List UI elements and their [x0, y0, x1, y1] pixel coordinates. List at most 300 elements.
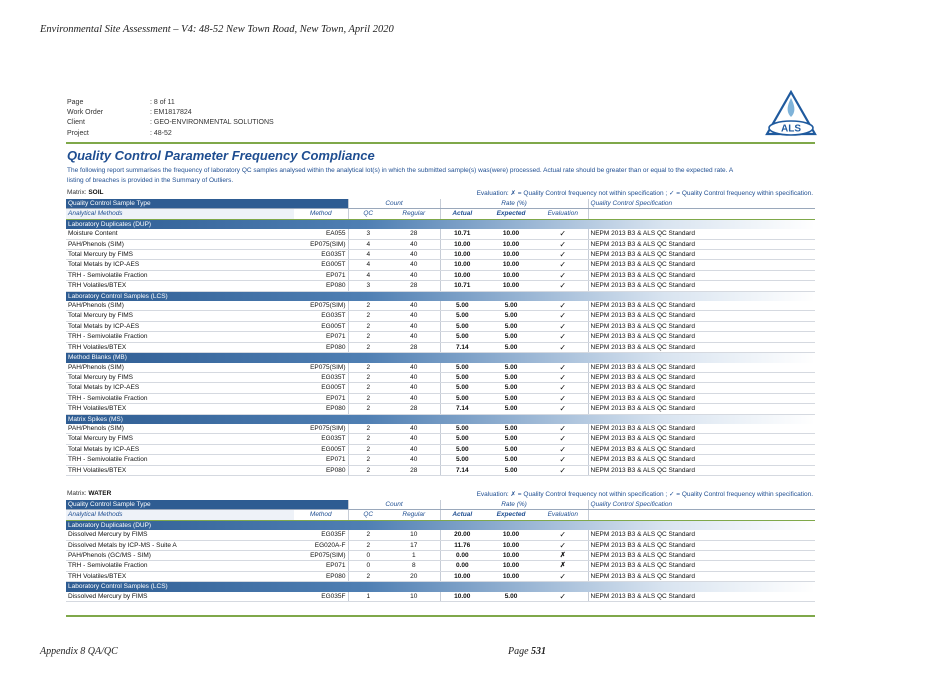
cell-method: EP075(SIM) [294, 551, 348, 561]
section-header-row [66, 353, 815, 363]
cell-spec: NEPM 2013 B3 & ALS QC Standard [588, 561, 815, 571]
report-intro: The following report summarises the frequency of laboratory QC samples analysed within the analytical lot(s) in which the submitted sample(s) was(were) processed. Actual rate should be greater than or equal to the expected rate. A listing of breaches is provided in the Summary of Outliers. [67, 167, 733, 184]
check-icon: ✓ [538, 270, 588, 280]
cell-actual: 0.00 [440, 551, 484, 561]
cell-regular: 40 [388, 444, 440, 454]
cell-spec: NEPM 2013 B3 & ALS QC Standard [588, 270, 815, 280]
cell-method: EP080 [294, 281, 348, 291]
cell-expected: 10.00 [484, 530, 538, 540]
cell-analysis: Dissolved Mercury by FIMS [66, 530, 294, 540]
cell-spec: NEPM 2013 B3 & ALS QC Standard [588, 363, 815, 373]
matrix-label [67, 189, 103, 196]
cell-qc: 4 [348, 250, 388, 260]
cell-qc: 2 [348, 424, 388, 434]
col-method: Method [294, 209, 348, 219]
cell-actual: 10.00 [440, 239, 484, 249]
table-row [66, 250, 815, 260]
check-icon: ✓ [538, 239, 588, 249]
check-icon: ✓ [538, 404, 588, 414]
cell-qc: 2 [348, 393, 388, 403]
table-row [66, 301, 815, 311]
table-row [66, 311, 815, 321]
check-icon: ✓ [538, 424, 588, 434]
cell-spec: NEPM 2013 B3 & ALS QC Standard [588, 239, 815, 249]
cell-method: EP075(SIM) [294, 301, 348, 311]
cell-regular: 40 [388, 455, 440, 465]
cross-icon: ✗ [538, 551, 588, 561]
cell-actual: 5.00 [440, 363, 484, 373]
cell-analysis: Dissolved Mercury by FIMS [66, 592, 294, 602]
check-icon: ✓ [538, 311, 588, 321]
cell-expected: 5.00 [484, 404, 538, 414]
cell-spec: NEPM 2013 B3 & ALS QC Standard [588, 321, 815, 331]
cell-spec: NEPM 2013 B3 & ALS QC Standard [588, 455, 815, 465]
matrix-name: WATER [88, 490, 112, 497]
cell-method: EP075(SIM) [294, 239, 348, 249]
cell-method: EG005T [294, 444, 348, 454]
col-regular: Regular [388, 209, 440, 219]
table-row [66, 281, 815, 291]
cell-qc: 2 [348, 363, 388, 373]
col-count: Count [348, 500, 440, 510]
cell-regular: 40 [388, 301, 440, 311]
cell-qc: 2 [348, 372, 388, 382]
col-sample-type: Quality Control Sample Type [66, 199, 348, 209]
cell-regular: 28 [388, 342, 440, 352]
cell-actual: 10.00 [440, 250, 484, 260]
cell-spec: NEPM 2013 B3 & ALS QC Standard [588, 571, 815, 581]
check-icon: ✓ [538, 434, 588, 444]
cell-expected: 10.00 [484, 270, 538, 280]
table-row [66, 270, 815, 280]
check-icon: ✓ [538, 383, 588, 393]
section-title: Laboratory Duplicates (DUP) [66, 520, 815, 530]
col-spec-blank [588, 209, 815, 219]
cell-actual: 10.00 [440, 260, 484, 270]
cell-regular: 40 [388, 372, 440, 382]
table-row [66, 455, 815, 465]
cell-analysis: Total Metals by ICP-AES [66, 260, 294, 270]
cell-regular: 40 [388, 321, 440, 331]
report-meta [67, 98, 274, 139]
check-icon: ✓ [538, 393, 588, 403]
cell-regular: 40 [388, 311, 440, 321]
cell-method: EG020A-F [294, 540, 348, 550]
cell-actual: 5.00 [440, 444, 484, 454]
cell-actual: 5.00 [440, 393, 484, 403]
table-row [66, 260, 815, 270]
cell-analysis: Total Mercury by FIMS [66, 250, 294, 260]
matrix-label [67, 490, 111, 497]
cell-qc: 2 [348, 404, 388, 414]
cell-regular: 10 [388, 592, 440, 602]
cell-actual: 10.71 [440, 229, 484, 239]
cell-method: EP080 [294, 465, 348, 475]
qc-table-soil [66, 199, 815, 476]
table-row [66, 332, 815, 342]
cell-expected: 5.00 [484, 321, 538, 331]
cell-actual: 10.00 [440, 270, 484, 280]
cell-expected: 10.00 [484, 551, 538, 561]
evaluation-legend: Evaluation: ✗ = Quality Control frequency not within specification ; ✓ = Quality Control frequency within specification. [476, 190, 813, 197]
check-icon: ✓ [538, 342, 588, 352]
cell-expected: 10.00 [484, 571, 538, 581]
cell-analysis: Dissolved Metals by ICP-MS - Suite A [66, 540, 294, 550]
cell-analysis: PAH/Phenols (SIM) [66, 424, 294, 434]
meta-key: Page [67, 99, 84, 106]
cross-icon: ✗ [538, 561, 588, 571]
cell-actual: 5.00 [440, 301, 484, 311]
cell-method: EP071 [294, 455, 348, 465]
cell-actual: 5.00 [440, 424, 484, 434]
cell-spec: NEPM 2013 B3 & ALS QC Standard [588, 383, 815, 393]
cell-spec: NEPM 2013 B3 & ALS QC Standard [588, 424, 815, 434]
check-icon: ✓ [538, 372, 588, 382]
cell-actual: 5.00 [440, 383, 484, 393]
cell-analysis: TRH - Semivolatile Fraction [66, 393, 294, 403]
col-spec-blank [588, 510, 815, 520]
cell-qc: 2 [348, 342, 388, 352]
cell-qc: 3 [348, 229, 388, 239]
cell-method: EP075(SIM) [294, 363, 348, 373]
cell-analysis: Total Metals by ICP-AES [66, 444, 294, 454]
cell-spec: NEPM 2013 B3 & ALS QC Standard [588, 229, 815, 239]
col-regular: Regular [388, 510, 440, 520]
table-row [66, 229, 815, 239]
cell-expected: 5.00 [484, 372, 538, 382]
cell-regular: 40 [388, 383, 440, 393]
cell-expected: 5.00 [484, 342, 538, 352]
footer-divider [66, 615, 815, 617]
cell-regular: 28 [388, 404, 440, 414]
cell-qc: 2 [348, 321, 388, 331]
meta-value: : EM1817824 [150, 109, 192, 117]
check-icon: ✓ [538, 332, 588, 342]
cell-regular: 40 [388, 393, 440, 403]
cell-qc: 2 [348, 332, 388, 342]
meta-key: Client [67, 119, 85, 127]
col-actual: Actual [440, 510, 484, 520]
cell-actual: 5.00 [440, 455, 484, 465]
col-rate: Rate (%) [440, 500, 588, 510]
meta-value: : 8 of 11 [150, 99, 175, 106]
cell-spec: NEPM 2013 B3 & ALS QC Standard [588, 250, 815, 260]
cell-analysis: TRH Volatiles/BTEX [66, 281, 294, 291]
check-icon: ✓ [538, 229, 588, 239]
cell-regular: 40 [388, 424, 440, 434]
cell-regular: 40 [388, 260, 440, 270]
cell-qc: 4 [348, 260, 388, 270]
cell-method: EG005T [294, 383, 348, 393]
cell-qc: 0 [348, 551, 388, 561]
cell-regular: 1 [388, 551, 440, 561]
cell-method: EG035T [294, 311, 348, 321]
table-row [66, 424, 815, 434]
section-header-row [66, 414, 815, 424]
table-row [66, 372, 815, 382]
cell-actual: 10.71 [440, 281, 484, 291]
check-icon: ✓ [538, 465, 588, 475]
subheader-row [66, 209, 815, 219]
cell-expected: 10.00 [484, 239, 538, 249]
check-icon: ✓ [538, 455, 588, 465]
table-row [66, 551, 815, 561]
cell-qc: 3 [348, 281, 388, 291]
cell-method: EP071 [294, 332, 348, 342]
cell-spec: NEPM 2013 B3 & ALS QC Standard [588, 444, 815, 454]
col-qc: QC [348, 209, 388, 219]
section-header-row [66, 582, 815, 592]
check-icon: ✓ [538, 540, 588, 550]
table-row [66, 530, 815, 540]
cell-spec: NEPM 2013 B3 & ALS QC Standard [588, 332, 815, 342]
cell-method: EP080 [294, 404, 348, 414]
cell-qc: 0 [348, 561, 388, 571]
cell-expected: 5.00 [484, 455, 538, 465]
cell-expected: 10.00 [484, 561, 538, 571]
cell-expected: 5.00 [484, 363, 538, 373]
cell-actual: 0.00 [440, 561, 484, 571]
cell-analysis: TRH - Semivolatile Fraction [66, 332, 294, 342]
cell-regular: 40 [388, 434, 440, 444]
cell-analysis: Total Metals by ICP-AES [66, 383, 294, 393]
cell-method: EP071 [294, 270, 348, 280]
cell-method: EP080 [294, 571, 348, 581]
cell-method: EG035T [294, 250, 348, 260]
cell-method: EG035F [294, 592, 348, 602]
table-row [66, 404, 815, 414]
meta-value: : 48-52 [150, 129, 172, 137]
table-row [66, 383, 815, 393]
table-row [66, 592, 815, 602]
cell-spec: NEPM 2013 B3 & ALS QC Standard [588, 393, 815, 403]
meta-row-page [67, 98, 274, 108]
cell-analysis: PAH/Phenols (GC/MS - SIM) [66, 551, 294, 561]
cell-actual: 7.14 [440, 342, 484, 352]
cell-analysis: TRH - Semivolatile Fraction [66, 270, 294, 280]
col-qc: QC [348, 510, 388, 520]
cell-method: EG035T [294, 434, 348, 444]
cell-actual: 11.76 [440, 540, 484, 550]
cell-actual: 5.00 [440, 434, 484, 444]
section-title: Laboratory Control Samples (LCS) [66, 582, 815, 592]
cell-expected: 10.00 [484, 281, 538, 291]
cell-qc: 2 [348, 444, 388, 454]
cell-spec: NEPM 2013 B3 & ALS QC Standard [588, 342, 815, 352]
cell-expected: 5.00 [484, 592, 538, 602]
cell-analysis: Total Mercury by FIMS [66, 311, 294, 321]
cell-qc: 2 [348, 465, 388, 475]
cell-analysis: TRH Volatiles/BTEX [66, 404, 294, 414]
table-row [66, 444, 815, 454]
cell-expected: 10.00 [484, 540, 538, 550]
cell-analysis: Total Mercury by FIMS [66, 434, 294, 444]
cell-analysis: Total Mercury by FIMS [66, 372, 294, 382]
col-expected: Expected [484, 209, 538, 219]
cell-regular: 28 [388, 465, 440, 475]
check-icon: ✓ [538, 260, 588, 270]
col-actual: Actual [440, 209, 484, 219]
cell-analysis: Total Metals by ICP-AES [66, 321, 294, 331]
cell-spec: NEPM 2013 B3 & ALS QC Standard [588, 434, 815, 444]
cell-expected: 5.00 [484, 301, 538, 311]
section-title: Matrix Spikes (MS) [66, 414, 815, 424]
cell-regular: 40 [388, 250, 440, 260]
logo-text: ALS [781, 123, 801, 135]
cell-regular: 17 [388, 540, 440, 550]
header-row [66, 199, 815, 209]
meta-key: Work Order [67, 109, 104, 117]
cell-analysis: TRH Volatiles/BTEX [66, 465, 294, 475]
meta-key: Project [67, 129, 89, 137]
cell-expected: 10.00 [484, 250, 538, 260]
cell-qc: 4 [348, 270, 388, 280]
header-row [66, 500, 815, 510]
table-row [66, 393, 815, 403]
qc-table-water [66, 500, 815, 602]
cell-method: EP080 [294, 342, 348, 352]
header-divider [66, 142, 815, 144]
cell-method: EA055 [294, 229, 348, 239]
cell-actual: 20.00 [440, 530, 484, 540]
cell-expected: 5.00 [484, 311, 538, 321]
cell-analysis: TRH Volatiles/BTEX [66, 571, 294, 581]
section-header-row [66, 291, 815, 301]
als-logo [765, 90, 817, 140]
cell-analysis: TRH - Semivolatile Fraction [66, 561, 294, 571]
cell-expected: 10.00 [484, 229, 538, 239]
check-icon: ✓ [538, 592, 588, 602]
col-evaluation: Evaluation [538, 209, 588, 219]
cell-regular: 40 [388, 332, 440, 342]
cell-actual: 5.00 [440, 321, 484, 331]
col-analytical-methods: Analytical Methods [66, 209, 294, 219]
check-icon: ✓ [538, 250, 588, 260]
table-row [66, 342, 815, 352]
table-row [66, 434, 815, 444]
col-expected: Expected [484, 510, 538, 520]
table-row [66, 465, 815, 475]
check-icon: ✓ [538, 363, 588, 373]
matrix-prefix: Matrix: [67, 189, 89, 196]
cell-analysis: PAH/Phenols (SIM) [66, 301, 294, 311]
page-label: Page [508, 646, 529, 657]
cell-qc: 2 [348, 434, 388, 444]
section-header-row [66, 520, 815, 530]
report-title: Quality Control Parameter Frequency Compliance [67, 148, 375, 163]
table-row [66, 239, 815, 249]
page-number-value: 531 [531, 646, 547, 657]
meta-value: : GEO-ENVIRONMENTAL SOLUTIONS [150, 119, 274, 127]
cell-regular: 40 [388, 239, 440, 249]
cell-method: EG035T [294, 372, 348, 382]
page-number [508, 646, 546, 657]
section-title: Method Blanks (MB) [66, 353, 815, 363]
document-running-header: Environmental Site Assessment – V4: 48-52 New Town Road, New Town, April 2020 [40, 24, 394, 35]
col-count: Count [348, 199, 440, 209]
cell-spec: NEPM 2013 B3 & ALS QC Standard [588, 281, 815, 291]
cell-qc: 2 [348, 540, 388, 550]
cell-method: EP071 [294, 561, 348, 571]
cell-spec: NEPM 2013 B3 & ALS QC Standard [588, 404, 815, 414]
cell-expected: 5.00 [484, 465, 538, 475]
check-icon: ✓ [538, 301, 588, 311]
cell-actual: 5.00 [440, 372, 484, 382]
cell-method: EG005T [294, 321, 348, 331]
cell-spec: NEPM 2013 B3 & ALS QC Standard [588, 372, 815, 382]
cell-actual: 7.14 [440, 404, 484, 414]
cell-regular: 40 [388, 270, 440, 280]
col-method: Method [294, 510, 348, 520]
meta-row-work-order [67, 108, 274, 118]
cell-analysis: TRH Volatiles/BTEX [66, 342, 294, 352]
cell-analysis: PAH/Phenols (SIM) [66, 363, 294, 373]
check-icon: ✓ [538, 530, 588, 540]
table-row [66, 321, 815, 331]
cell-qc: 2 [348, 530, 388, 540]
cell-spec: NEPM 2013 B3 & ALS QC Standard [588, 311, 815, 321]
col-rate: Rate (%) [440, 199, 588, 209]
check-icon: ✓ [538, 444, 588, 454]
section-title: Laboratory Duplicates (DUP) [66, 219, 815, 229]
col-spec: Quality Control Specification [588, 500, 815, 510]
table-row [66, 571, 815, 581]
cell-regular: 20 [388, 571, 440, 581]
cell-spec: NEPM 2013 B3 & ALS QC Standard [588, 465, 815, 475]
matrix-prefix: Matrix: [67, 490, 89, 497]
cell-regular: 40 [388, 363, 440, 373]
col-sample-type: Quality Control Sample Type [66, 500, 348, 510]
evaluation-legend: Evaluation: ✗ = Quality Control frequency not within specification ; ✓ = Quality Control frequency within specification. [476, 491, 813, 498]
meta-row-project [67, 129, 274, 139]
cell-actual: 5.00 [440, 311, 484, 321]
cell-actual: 10.00 [440, 592, 484, 602]
cell-qc: 2 [348, 311, 388, 321]
cell-regular: 10 [388, 530, 440, 540]
cell-method: EG005T [294, 260, 348, 270]
cell-method: EP075(SIM) [294, 424, 348, 434]
cell-expected: 5.00 [484, 383, 538, 393]
section-header-row [66, 219, 815, 229]
cell-regular: 8 [388, 561, 440, 571]
cell-qc: 1 [348, 592, 388, 602]
cell-spec: NEPM 2013 B3 & ALS QC Standard [588, 301, 815, 311]
cell-actual: 10.00 [440, 571, 484, 581]
check-icon: ✓ [538, 281, 588, 291]
cell-expected: 5.00 [484, 424, 538, 434]
col-evaluation: Evaluation [538, 510, 588, 520]
cell-analysis: PAH/Phenols (SIM) [66, 239, 294, 249]
cell-analysis: Moisture Content [66, 229, 294, 239]
cell-qc: 2 [348, 301, 388, 311]
cell-expected: 5.00 [484, 393, 538, 403]
cell-regular: 28 [388, 229, 440, 239]
cell-spec: NEPM 2013 B3 & ALS QC Standard [588, 592, 815, 602]
meta-row-client [67, 118, 274, 128]
cell-qc: 2 [348, 455, 388, 465]
cell-method: EP071 [294, 393, 348, 403]
cell-method: EG035F [294, 530, 348, 540]
table-row [66, 561, 815, 571]
col-spec: Quality Control Specification [588, 199, 815, 209]
check-icon: ✓ [538, 321, 588, 331]
cell-expected: 10.00 [484, 260, 538, 270]
appendix-label: Appendix 8 QA/QC [40, 646, 118, 657]
cell-actual: 5.00 [440, 332, 484, 342]
check-icon: ✓ [538, 571, 588, 581]
cell-spec: NEPM 2013 B3 & ALS QC Standard [588, 540, 815, 550]
subheader-row [66, 510, 815, 520]
